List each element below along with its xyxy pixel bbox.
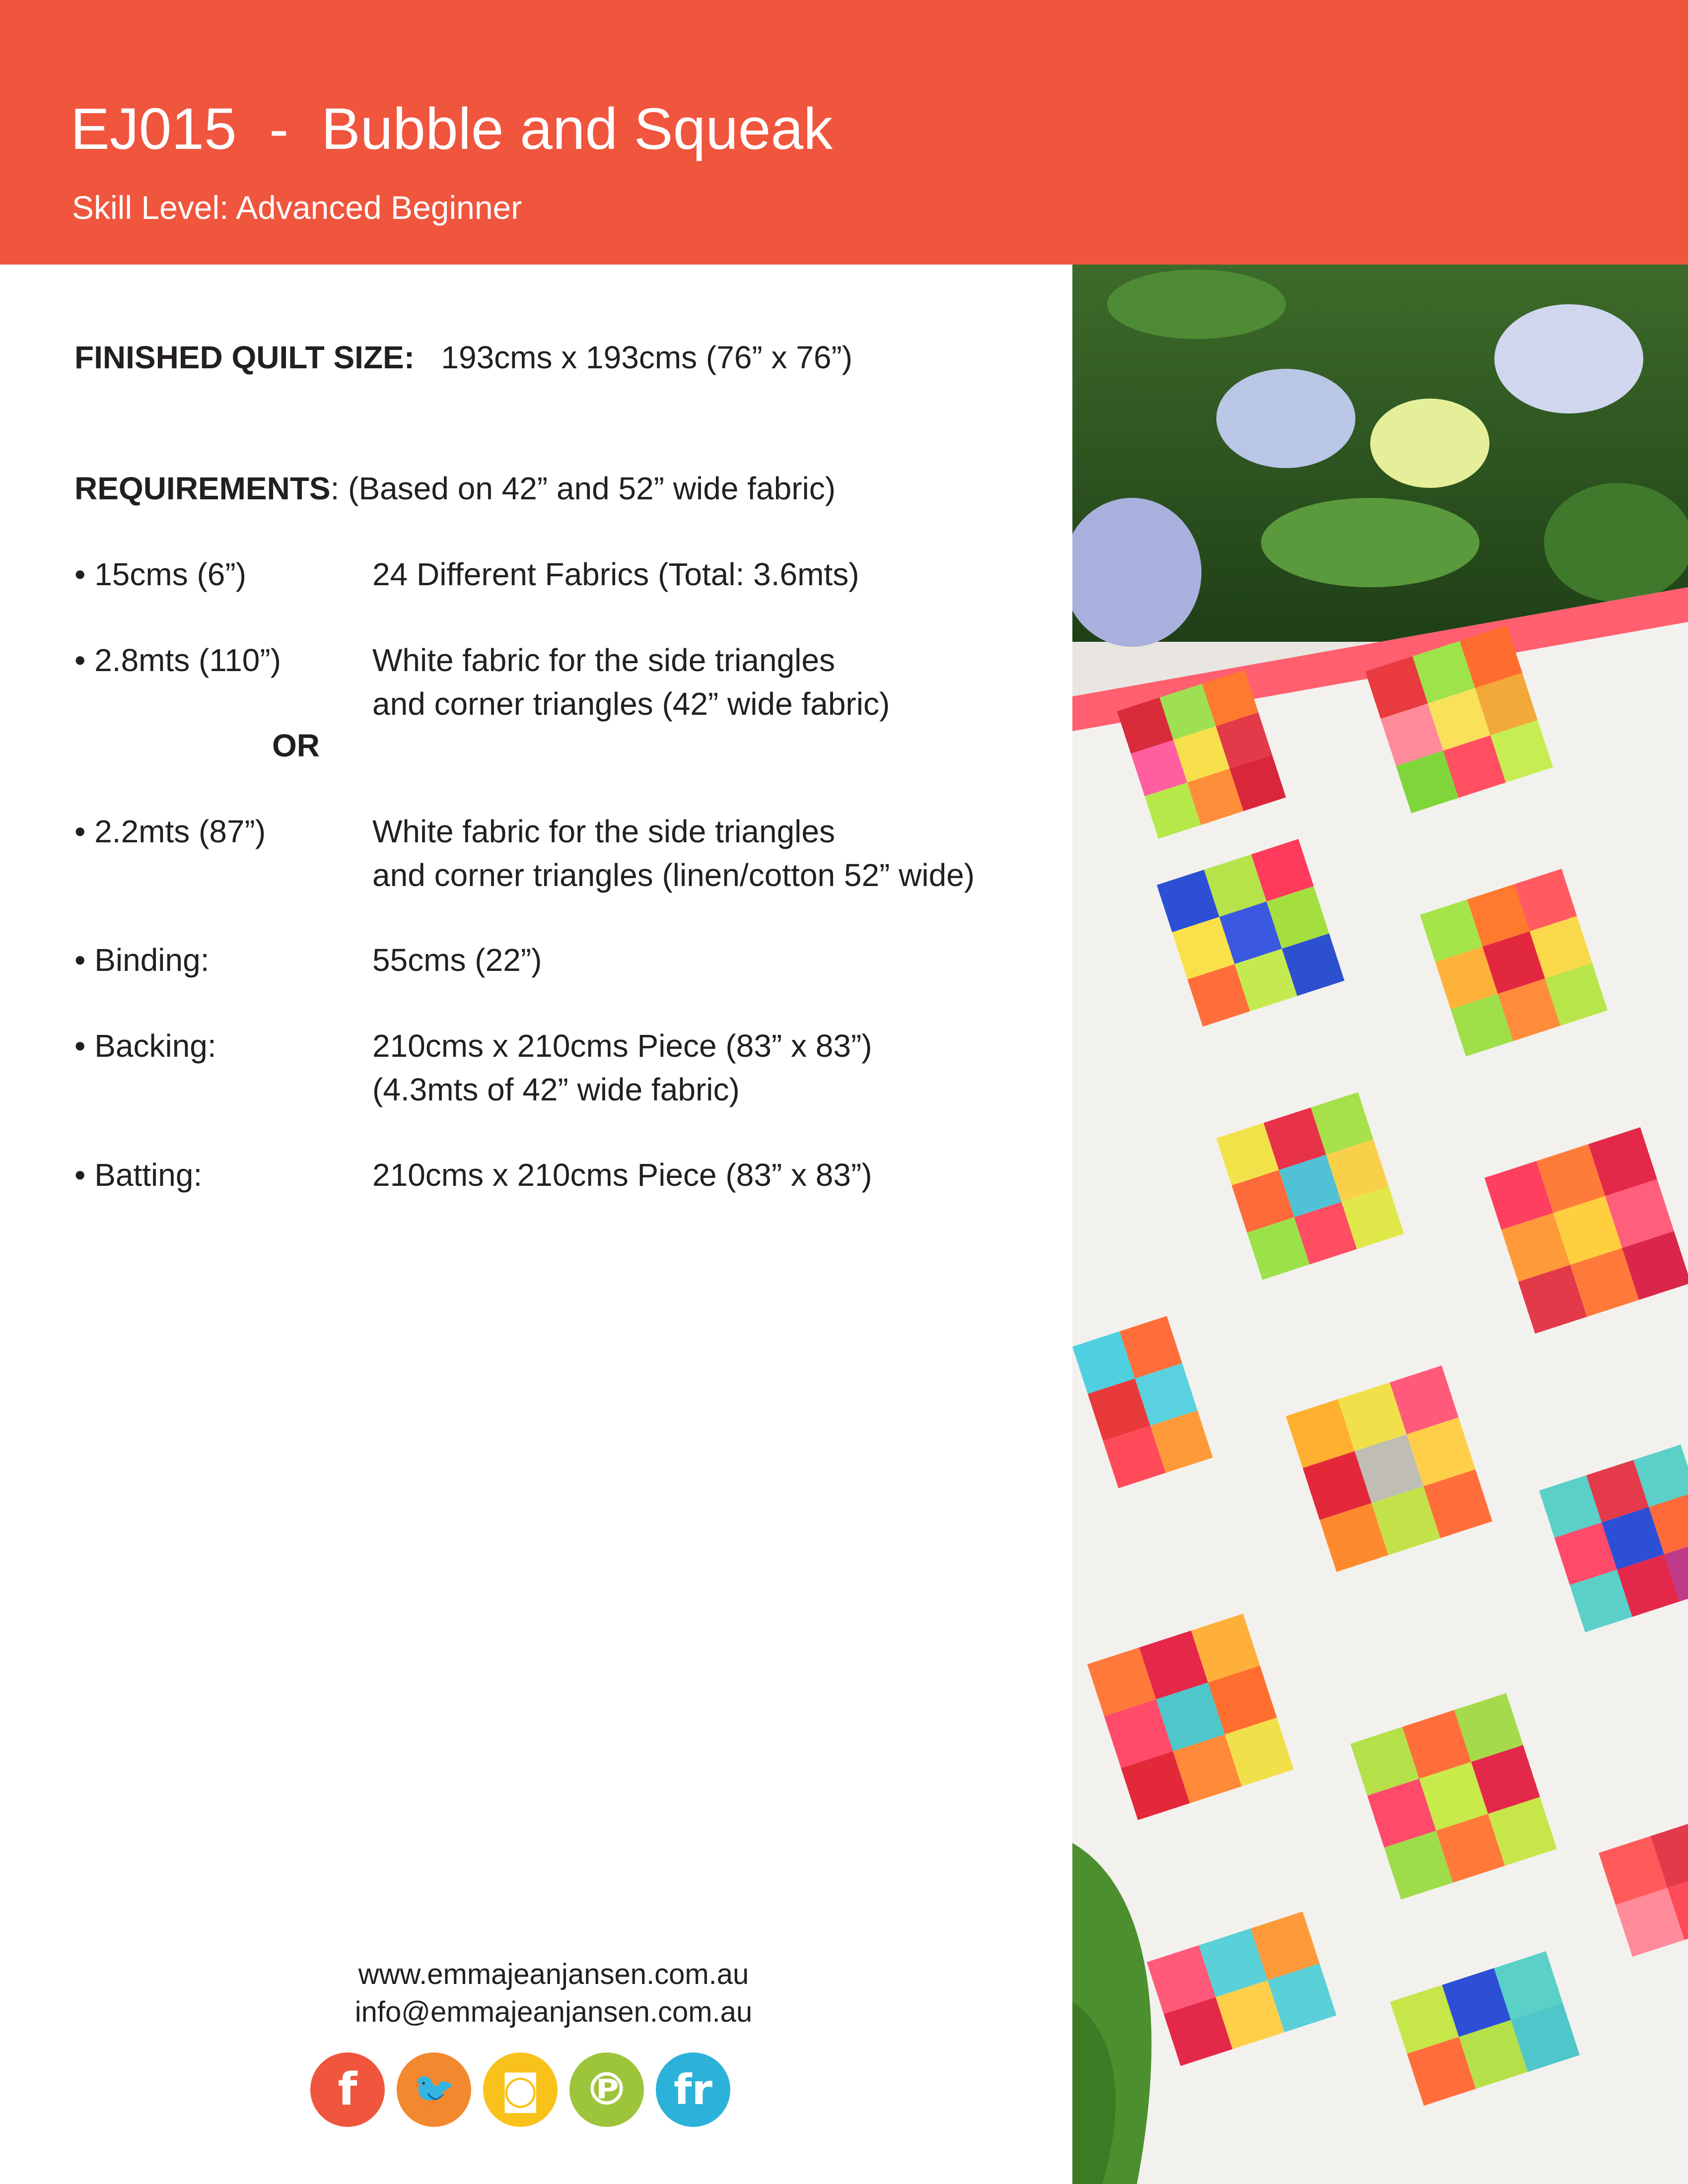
facebook-icon[interactable] — [310, 2052, 385, 2127]
header-banner — [0, 0, 1688, 265]
instagram-icon[interactable] — [483, 2052, 558, 2127]
requirement-desc — [372, 938, 542, 982]
requirement-amount: • 2.8mts (110”) — [74, 642, 281, 678]
requirements-label: REQUIREMENTS — [74, 471, 331, 506]
requirement-item — [74, 1024, 216, 1068]
requirement-item — [74, 638, 281, 682]
requirement-desc-line: 210cms x 210cms Piece (83” x 83”) — [372, 1157, 872, 1193]
quilt-photo-illustration — [1072, 265, 1688, 2184]
or-separator: OR — [272, 728, 320, 763]
requirement-desc-line: 210cms x 210cms Piece (83” x 83”) — [372, 1028, 872, 1064]
requirement-desc-line: and corner triangles (42” wide fabric) — [372, 686, 890, 722]
requirements-heading — [74, 467, 836, 510]
finished-size-label: FINISHED QUILT SIZE: — [74, 340, 415, 375]
flickr-icon[interactable] — [656, 2052, 730, 2127]
twitter-glyph: 🐦 — [412, 2069, 456, 2110]
pinterest-glyph: ℗ — [584, 2063, 629, 2116]
skill-level: Skill Level: Advanced Beginner — [72, 189, 522, 226]
requirement-desc-line: 55cms (22”) — [372, 942, 542, 978]
email-link[interactable]: info@emmajeanjansen.com.au — [354, 1996, 753, 2028]
requirement-amount: • 2.2mts (87”) — [74, 814, 266, 849]
requirement-desc-line: White fabric for the side triangles — [372, 642, 835, 678]
contact-footer — [0, 1956, 1072, 2031]
requirement-desc — [372, 1153, 872, 1197]
requirement-amount: • 15cms (6”) — [74, 556, 246, 592]
requirement-desc — [372, 638, 890, 726]
requirement-desc — [372, 1024, 872, 1111]
finished-size-value: 193cms x 193cms (76” x 76”) — [441, 340, 853, 375]
requirements-section — [0, 265, 1072, 2184]
requirement-amount: • Backing: — [74, 1028, 216, 1064]
requirement-desc — [372, 552, 859, 596]
flickr-glyph: fr — [674, 2065, 712, 2114]
requirement-item — [74, 810, 266, 853]
requirement-desc-line: White fabric for the side triangles — [372, 814, 835, 849]
website-link[interactable]: www.emmajeanjansen.com.au — [358, 1958, 749, 1990]
requirement-item — [74, 552, 246, 596]
social-icons — [310, 2052, 730, 2127]
requirement-desc-line: (4.3mts of 42” wide fabric) — [372, 1072, 740, 1107]
instagram-glyph: ◙ — [501, 2066, 540, 2113]
facebook-glyph: f — [338, 2063, 357, 2116]
pinterest-icon[interactable] — [569, 2052, 644, 2127]
requirement-amount: • Binding: — [74, 942, 210, 978]
twitter-icon[interactable] — [397, 2052, 471, 2127]
requirement-desc — [372, 810, 975, 897]
requirements-note: : (Based on 42” and 52” wide fabric) — [330, 471, 836, 506]
finished-size-row — [74, 336, 852, 379]
quilt-photo — [1072, 265, 1688, 2184]
requirement-desc-line: 24 Different Fabrics (Total: 3.6mts) — [372, 556, 859, 592]
requirement-item — [74, 938, 209, 982]
requirement-amount: • Batting: — [74, 1157, 203, 1193]
pattern-title: EJ015 - Bubble and Squeak — [70, 96, 833, 162]
requirement-item — [74, 1153, 202, 1197]
requirement-desc-line: and corner triangles (linen/cotton 52” wide) — [372, 857, 975, 893]
